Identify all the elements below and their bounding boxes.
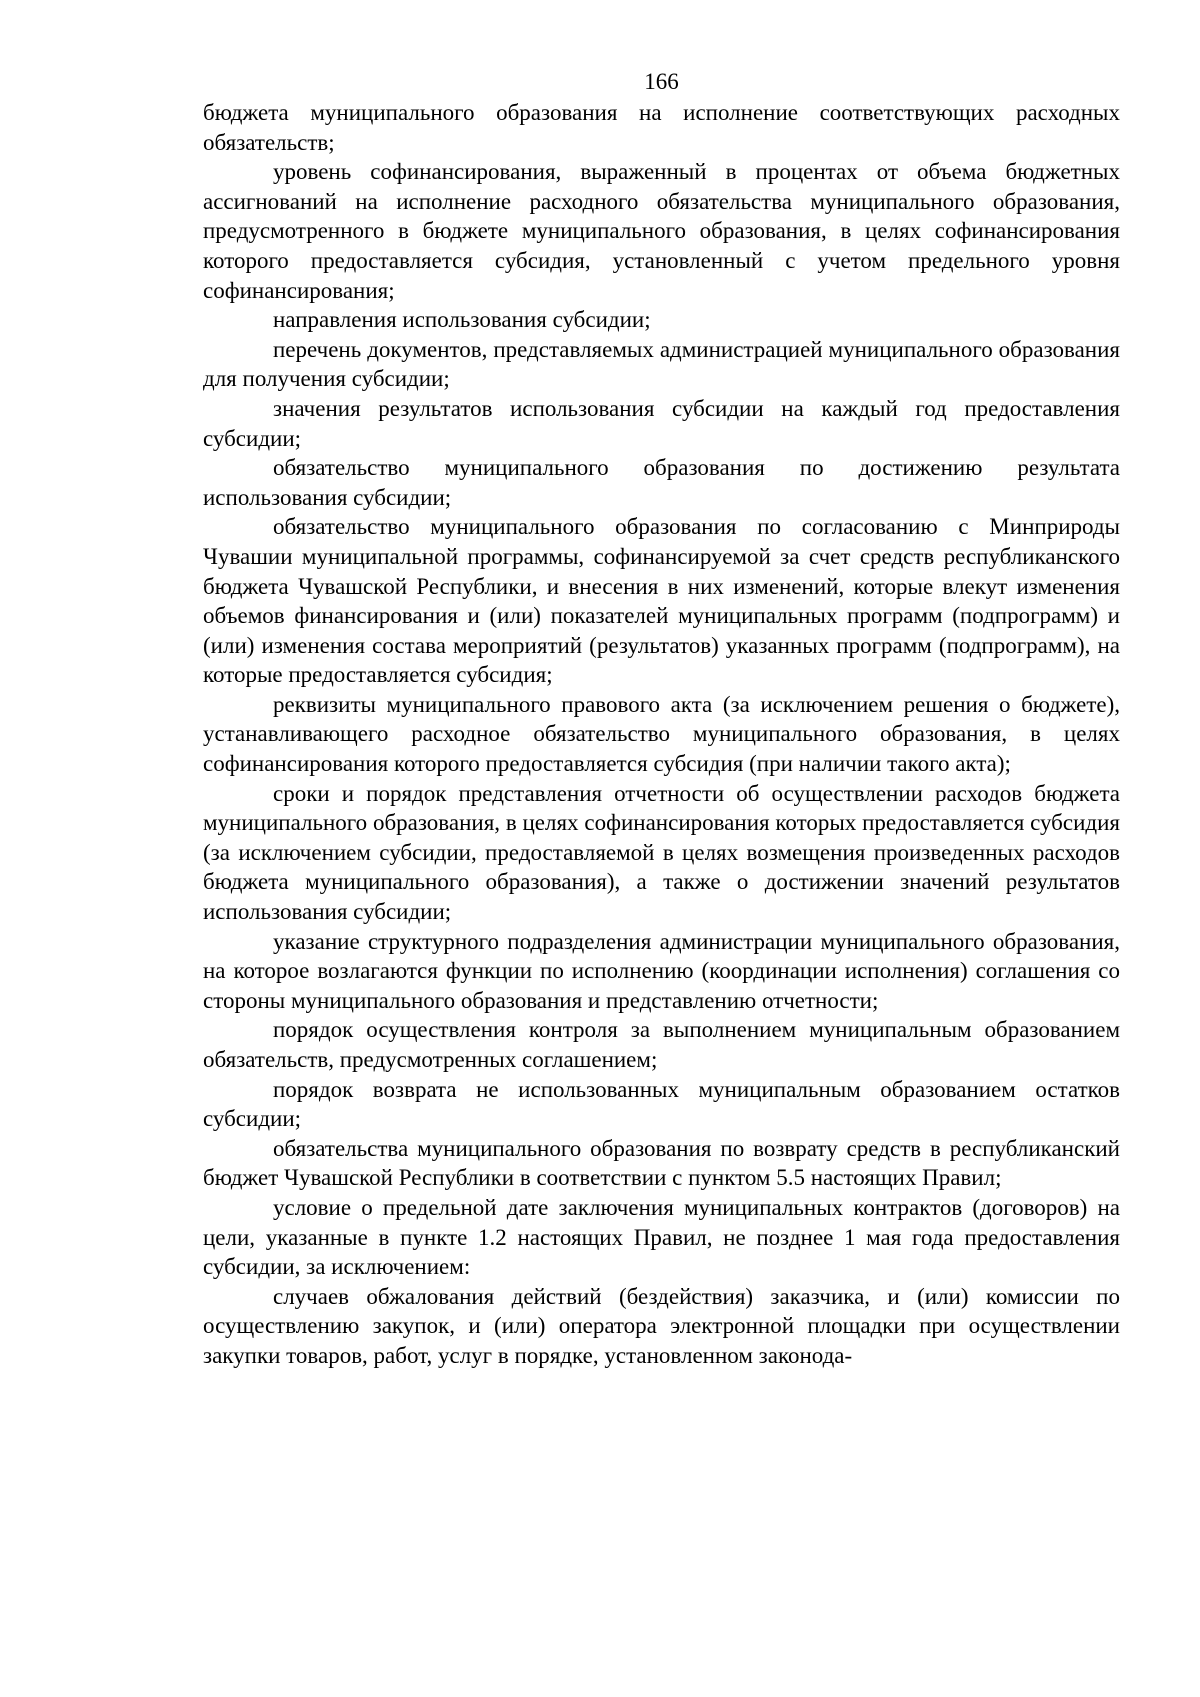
paragraph: порядок возврата не использованных муниципальным образованием остатков субсидии; [203, 1076, 1120, 1132]
paragraph: порядок осуществления контроля за выполнением муниципальным образованием обязательств, предусмотренных соглашением; [203, 1017, 1120, 1072]
paragraph: бюджета муниципального образования на исполнение соответствующих расходных обязательств; [203, 100, 1120, 155]
paragraph: указание структурного подразделения администрации муниципального образования, на которое возлагаются функции по исполнению (координации исполнения) соглашения со стороны муниципального образования и представлению отчетности; [203, 928, 1120, 1013]
paragraph: обязательство муниципального образования по достижению результата использования субсидии; [203, 455, 1120, 510]
page-number: 166 [644, 69, 679, 94]
paragraph: направления использования субсидии; [273, 307, 651, 333]
paragraph: обязательства муниципального образования по возврату средств в республиканский бюджет Чувашской Республики в соответствии с пунктом 5.5 настоящих Правил; [203, 1135, 1120, 1191]
paragraph: перечень документов, представляемых администрацией муниципального образования для получения субсидии; [203, 336, 1120, 392]
paragraph: реквизиты муниципального правового акта (за исключением решения о бюджете), устанавливающего расходное обязательство муниципального образования, в целях софинансирования которого предоставляется субсидия (при наличии такого акта); [203, 691, 1120, 777]
paragraph: условие о предельной дате заключения муниципальных контрактов (договоров) на цели, указанные в пункте 1.2 настоящих Правил, не позднее 1 мая года предоставления субсидии, за исключением: [203, 1194, 1120, 1280]
paragraph: сроки и порядок представления отчетности об осуществлении расходов бюджета муниципального образования, в целях софинансирования которых предоставляется субсидия (за исключением субсидии, предоставляемой в целях возмещения произведенных расходов бюджета муниципального образования), а также о достижении значений результатов использования субсидии; [203, 780, 1120, 925]
paragraph: значения результатов использования субсидии на каждый год предоставления субсидии; [203, 395, 1120, 451]
paragraph: уровень софинансирования, выраженный в процентах от объема бюджетных ассигнований на исполнение расходного обязательства муниципального образования, предусмотренного в бюджете муниципального образования, в целях софинансирования которого предоставляется субсидия, установленный с учетом предельного уровня софинансирования; [203, 159, 1120, 303]
paragraph: случаев обжалования действий (бездействия) заказчика, и (или) комиссии по осуществлению закупок, и (или) оператора электронной площадки при осуществлении закупки товаров, работ, услуг в порядке, установленном законода- [203, 1283, 1120, 1368]
document-page [203, 70, 1120, 1371]
paragraph: обязательство муниципального образования по согласованию с Минприроды Чувашии муниципальной программы, софинансируемой за счет средств республиканского бюджета Чувашской Республики, и внесения в них изменений, которые влекут изменения объемов финансирования и (или) показателей муниципальных программ (подпрограмм) и (или) изменения состава мероприятий (результатов) указанных программ (подпрограмм), на которые предоставляется субсидия; [203, 514, 1120, 688]
